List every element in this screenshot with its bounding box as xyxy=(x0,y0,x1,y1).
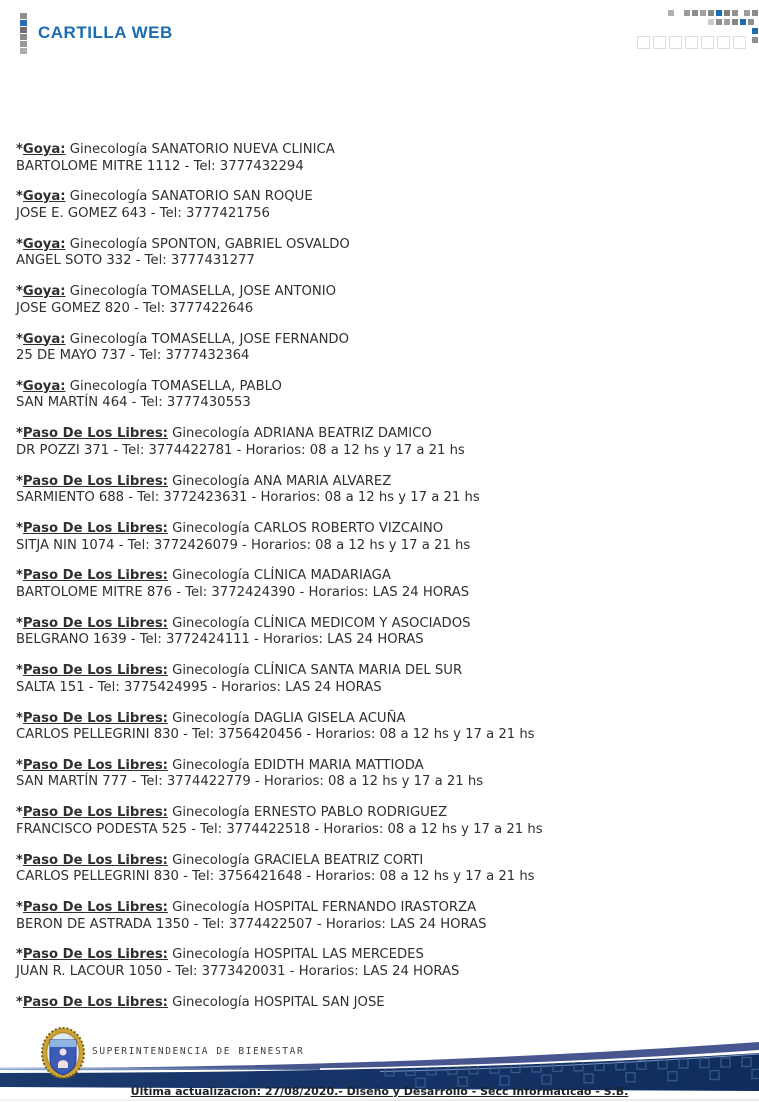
provider-city: Paso De Los Libres: xyxy=(22,947,168,963)
entry-asterisk: * xyxy=(16,236,23,252)
provider-city: Goya: xyxy=(22,236,66,252)
last-update-line: Última actualización: 27/08/2020.- Diseño y Desarrollo - Secc Informáticao - S.B. xyxy=(130,1085,629,1098)
provider-entry xyxy=(16,947,743,980)
entry-asterisk: * xyxy=(16,900,23,915)
provider-city: Paso De Los Libres: xyxy=(22,852,168,868)
provider-detail-line: SITJA NIN 1074 - Tel: 3772426079 - Horarios: 08 a 12 hs y 17 a 21 hs xyxy=(16,537,471,553)
provider-detail-line: SAN MARTÍN 464 - Tel: 3777430553 xyxy=(16,395,251,411)
provider-title-line xyxy=(16,284,743,301)
provider-specialty: Ginecología xyxy=(172,852,250,868)
provider-specialty: Ginecología xyxy=(172,994,250,1010)
provider-title-line xyxy=(16,426,743,443)
provider-name: SANATORIO SAN ROQUE xyxy=(151,189,313,205)
provider-name: GRACIELA BEATRIZ CORTI xyxy=(253,852,424,868)
provider-entry xyxy=(16,663,743,696)
provider-name: CLÍNICA SANTA MARIA DEL SUR xyxy=(253,663,463,679)
entry-asterisk: * xyxy=(16,331,23,347)
provider-name: EDIDTH MARIA MATTIODA xyxy=(253,757,424,773)
provider-title-line xyxy=(16,995,743,1012)
provider-city: Goya: xyxy=(22,189,66,205)
provider-name: HOSPITAL LAS MERCEDES xyxy=(253,947,424,963)
entry-asterisk: * xyxy=(16,568,23,584)
provider-entry xyxy=(16,616,743,649)
provider-name: CLÍNICA MEDICOM Y ASOCIADOS xyxy=(253,615,471,631)
provider-title-line xyxy=(16,853,743,870)
provider-name: CARLOS ROBERTO VIZCAINO xyxy=(253,521,444,536)
provider-title-line xyxy=(16,142,743,159)
entry-asterisk: * xyxy=(16,852,23,868)
provider-title-line xyxy=(16,237,743,254)
provider-name: ERNESTO PABLO RODRIGUEZ xyxy=(253,805,448,821)
logo-squares-icon xyxy=(20,13,28,55)
provider-specialty: Ginecología xyxy=(69,331,148,347)
provider-title-line xyxy=(16,947,743,964)
provider-name: TOMASELLA, JOSE ANTONIO xyxy=(151,284,337,300)
provider-title-line xyxy=(16,568,743,585)
provider-title-line xyxy=(16,711,743,728)
provider-detail-line: JOSE E. GOMEZ 643 - Tel: 3777421756 xyxy=(16,205,270,221)
provider-detail-line: CARLOS PELLEGRINI 830 - Tel: 3756421648 - Horarios: 08 a 12 hs y 17 a 21 hs xyxy=(16,869,535,885)
provider-name: TOMASELLA, PABLO xyxy=(151,378,282,394)
provider-specialty: Ginecología xyxy=(172,947,250,963)
provider-specialty: Ginecología xyxy=(69,189,148,205)
provider-entry xyxy=(16,284,743,317)
provider-specialty: Ginecología xyxy=(172,663,250,679)
provider-title-line xyxy=(16,379,743,396)
provider-specialty: Ginecología xyxy=(172,757,250,773)
provider-specialty: Ginecología xyxy=(69,142,148,157)
provider-specialty: Ginecología xyxy=(69,236,148,252)
provider-entry xyxy=(16,474,743,507)
provider-entry xyxy=(16,189,743,222)
entry-asterisk: * xyxy=(16,426,23,442)
provider-city: Paso De Los Libres: xyxy=(22,994,168,1010)
provider-title-line xyxy=(16,474,743,491)
provider-name: CLÍNICA MADARIAGA xyxy=(253,568,391,584)
entry-asterisk: * xyxy=(16,284,23,300)
provider-city: Paso De Los Libres: xyxy=(22,426,168,442)
provider-title-line xyxy=(16,663,743,680)
entry-asterisk: * xyxy=(16,142,23,157)
provider-name: TOMASELLA, JOSE FERNANDO xyxy=(151,331,349,347)
provider-entry xyxy=(16,995,743,1012)
provider-detail-line: BARTOLOME MITRE 876 - Tel: 3772424390 - Horarios: LAS 24 HORAS xyxy=(16,584,470,600)
provider-detail-line: BELGRANO 1639 - Tel: 3772424111 - Horarios: LAS 24 HORAS xyxy=(16,632,424,648)
provider-title-line xyxy=(16,616,743,633)
provider-detail-line: SALTA 151 - Tel: 3775424995 - Horarios: LAS 24 HORAS xyxy=(16,679,382,695)
entry-asterisk: * xyxy=(16,757,23,773)
provider-title-line xyxy=(16,805,743,822)
provider-detail-line: ANGEL SOTO 332 - Tel: 3777431277 xyxy=(16,253,255,269)
provider-city: Paso De Los Libres: xyxy=(22,568,168,584)
provider-title-line xyxy=(16,900,743,917)
provider-entry xyxy=(16,568,743,601)
provider-detail-line: FRANCISCO PODESTA 525 - Tel: 3774422518 - Horarios: 08 a 12 hs y 17 a 21 hs xyxy=(16,821,543,837)
provider-entry xyxy=(16,332,743,365)
provider-city: Goya: xyxy=(22,142,66,157)
provider-city: Paso De Los Libres: xyxy=(22,757,168,773)
entry-asterisk: * xyxy=(16,805,23,821)
provider-specialty: Ginecología xyxy=(172,615,250,631)
provider-city: Paso De Los Libres: xyxy=(22,521,168,536)
provider-city: Paso De Los Libres: xyxy=(22,900,168,915)
provider-specialty: Ginecología xyxy=(69,378,148,394)
provider-specialty: Ginecología xyxy=(172,473,250,489)
entry-asterisk: * xyxy=(16,189,23,205)
provider-city: Paso De Los Libres: xyxy=(22,473,168,489)
provider-specialty: Ginecología xyxy=(172,900,250,915)
entry-asterisk: * xyxy=(16,994,23,1010)
entry-asterisk: * xyxy=(16,473,23,489)
provider-title-line xyxy=(16,521,743,538)
provider-detail-line: JOSE GOMEZ 820 - Tel: 3777422646 xyxy=(16,300,254,316)
provider-detail-line: DR POZZI 371 - Tel: 3774422781 - Horarios: 08 a 12 hs y 17 a 21 hs xyxy=(16,442,465,458)
page-footer xyxy=(0,1018,759,1101)
provider-entry xyxy=(16,379,743,412)
provider-entry xyxy=(16,711,743,744)
provider-name: HOSPITAL FERNANDO IRASTORZA xyxy=(253,900,477,915)
provider-specialty: Ginecología xyxy=(172,521,250,536)
provider-entry xyxy=(16,758,743,791)
entry-asterisk: * xyxy=(16,710,23,726)
decorative-mosaic-icon xyxy=(600,0,759,60)
provider-detail-line: BARTOLOME MITRE 1112 - Tel: 3777432294 xyxy=(16,158,304,174)
provider-entry xyxy=(16,805,743,838)
provider-city: Goya: xyxy=(22,378,66,394)
entry-asterisk: * xyxy=(16,615,23,631)
provider-specialty: Ginecología xyxy=(172,805,250,821)
provider-specialty: Ginecología xyxy=(172,710,250,726)
provider-name: SANATORIO NUEVA CLINICA xyxy=(151,142,335,157)
provider-entry xyxy=(16,426,743,459)
provider-detail-line: SARMIENTO 688 - Tel: 3772423631 - Horarios: 08 a 12 hs y 17 a 21 hs xyxy=(16,490,480,506)
entry-asterisk: * xyxy=(16,521,23,536)
provider-entry xyxy=(16,237,743,270)
provider-specialty: Ginecología xyxy=(172,426,250,442)
provider-detail-line: BERON DE ASTRADA 1350 - Tel: 3774422507 - Horarios: LAS 24 HORAS xyxy=(16,916,487,932)
provider-specialty: Ginecología xyxy=(69,284,148,300)
provider-name: ADRIANA BEATRIZ DAMICO xyxy=(253,426,432,442)
provider-name: SPONTON, GABRIEL OSVALDO xyxy=(151,236,350,252)
provider-city: Paso De Los Libres: xyxy=(22,615,168,631)
provider-specialty: Ginecología xyxy=(172,568,250,584)
provider-city: Goya: xyxy=(22,284,66,300)
provider-name: HOSPITAL SAN JOSE xyxy=(253,994,385,1010)
provider-city: Paso De Los Libres: xyxy=(22,710,168,726)
provider-city: Goya: xyxy=(22,331,66,347)
page-header xyxy=(0,0,759,60)
provider-city: Paso De Los Libres: xyxy=(22,663,168,679)
page-title: CARTILLA WEB xyxy=(38,23,173,42)
provider-detail-line: JUAN R. LACOUR 1050 - Tel: 3773420031 - Horarios: LAS 24 HORAS xyxy=(16,963,460,979)
provider-title-line xyxy=(16,189,743,206)
superintendencia-badge-icon xyxy=(40,1026,86,1080)
provider-name: ANA MARIA ALVAREZ xyxy=(253,473,392,489)
entry-asterisk: * xyxy=(16,663,23,679)
provider-city: Paso De Los Libres: xyxy=(22,805,168,821)
provider-detail-line: SAN MARTÍN 777 - Tel: 3774422779 - Horarios: 08 a 12 hs y 17 a 21 hs xyxy=(16,774,484,790)
provider-entry xyxy=(16,900,743,933)
entry-asterisk: * xyxy=(16,378,23,394)
organization-name: SUPERINTENDENCIA DE BIENESTAR xyxy=(92,1046,305,1057)
provider-detail-line: 25 DE MAYO 737 - Tel: 3777432364 xyxy=(16,348,250,364)
provider-entry xyxy=(16,853,743,886)
provider-list xyxy=(16,142,743,1026)
provider-detail-line: CARLOS PELLEGRINI 830 - Tel: 3756420456 - Horarios: 08 a 12 hs y 17 a 21 hs xyxy=(16,727,535,743)
provider-name: DAGLIA GISELA ACUÑA xyxy=(253,710,406,726)
entry-asterisk: * xyxy=(16,947,23,963)
provider-entry xyxy=(16,521,743,554)
provider-title-line xyxy=(16,758,743,775)
provider-entry xyxy=(16,142,743,175)
provider-title-line xyxy=(16,332,743,349)
